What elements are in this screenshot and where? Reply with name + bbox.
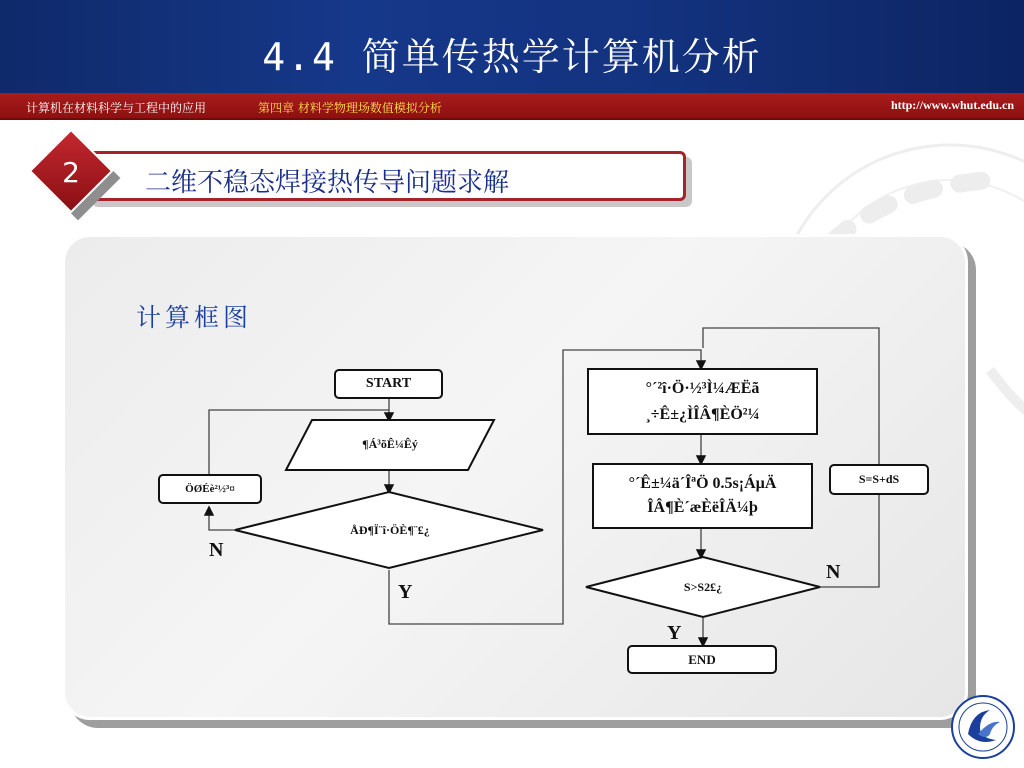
modify-step-node: ÖØÉè²½³¤ [158,474,262,504]
time-decision-label: S>S2£¿ [683,579,723,594]
page-title: 4.4 简单传热学计算机分析 [262,35,762,79]
start-node: START [334,369,443,399]
save-temperature-node [592,463,813,529]
course-name: 计算机在材料科学与工程中的应用 [26,101,207,115]
convergence-decision-label: ÅÐ¶Ï¨î·ÖÈ¶¨£¿ [350,522,430,537]
section-number: 2 [62,156,80,189]
chapter-name: 第四章 材料学物理场数值模拟分析 [258,101,442,115]
save-temperature-line2: ÎÂ¶È´æÈëÎÄ¼þ [647,499,758,516]
save-temperature-line1: °´Ê±¼ä´ÎªÖ 0.5s¡ÁµÄ [628,475,777,492]
university-logo-icon [950,694,1016,760]
panel-heading: 计算框图 [136,303,253,332]
compute-temperature-line1: °´²î·Ö·½³Ì¼ÆËã [645,379,760,397]
decision-yes-label: Y [398,581,413,603]
end-node: END [627,645,777,674]
compute-temperature-node [587,368,818,435]
compute-temperature-line2: ¸÷Ê±¿ÌÎÂ¶ÈÖ²¼ [645,405,760,423]
time-decision-yes-label: Y [667,622,682,644]
time-decision-no-label: N [826,561,841,583]
increment-node: S=S+dS [829,464,929,495]
input-node-label: ¶Á³õÊ¼Êý [362,436,418,451]
decision-no-label: N [209,539,224,561]
site-url[interactable]: http://www.whut.edu.cn [890,98,1014,112]
section-title: 二维不稳态焊接热传导问题求解 [145,168,510,198]
